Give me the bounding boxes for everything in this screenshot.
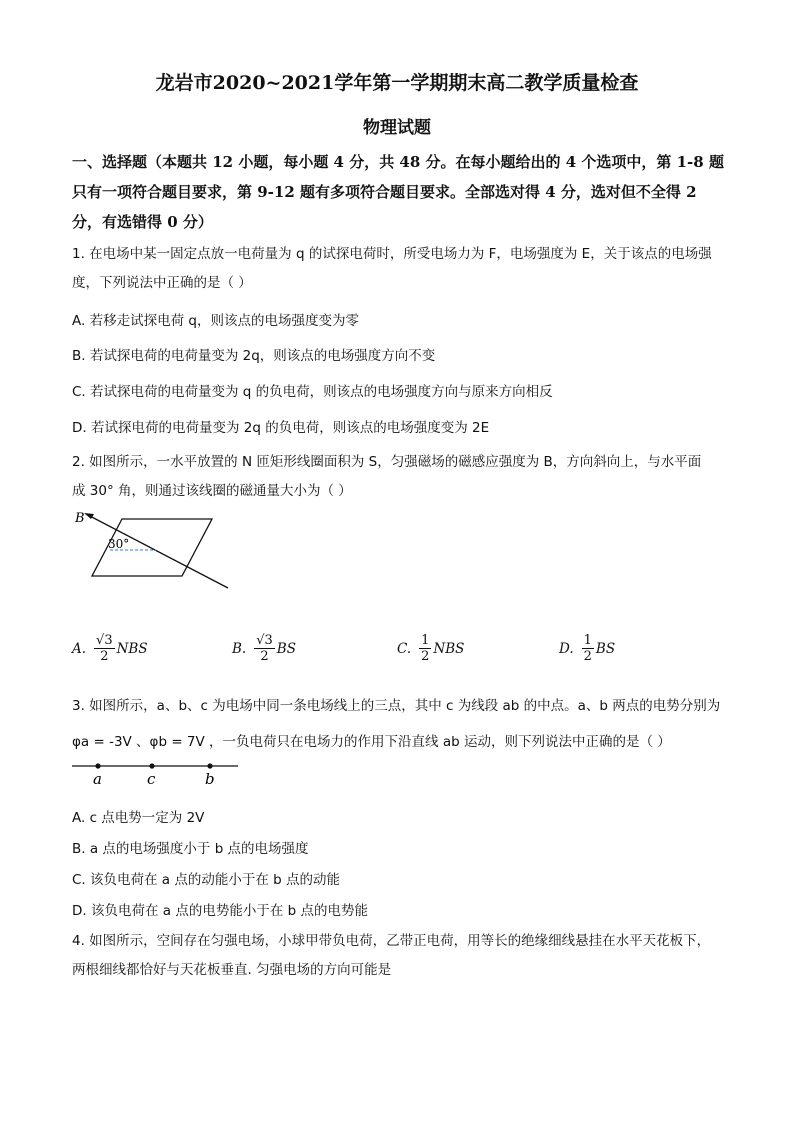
option-expression: NBS bbox=[116, 640, 148, 657]
fraction bbox=[419, 633, 431, 664]
field-line-figure bbox=[72, 756, 242, 788]
denominator: 2 bbox=[421, 649, 430, 664]
angle-label: 30° bbox=[108, 537, 130, 551]
fraction bbox=[94, 633, 115, 664]
question-3-option-d: D. 该负电荷在 a 点的电势能小于在 b 点的电势能 bbox=[72, 903, 368, 919]
fraction bbox=[582, 633, 594, 664]
point-a-dot bbox=[95, 763, 100, 768]
point-c-dot bbox=[149, 763, 154, 768]
field-line bbox=[86, 514, 228, 588]
question-3-line-2: φa = -3V 、φb = 7V ，一负电荷只在电场力的作用下沿直线 ab 运动，则下列说法中正确的是（ ） bbox=[72, 734, 671, 750]
option-expression: NBS bbox=[433, 640, 465, 657]
option-letter: A. bbox=[72, 640, 87, 657]
exam-subtitle: 物理试题 bbox=[363, 118, 431, 138]
question-2-option-a bbox=[72, 633, 148, 664]
section-line-3: 分，有选错得 0 分） bbox=[72, 213, 213, 231]
option-expression: BS bbox=[276, 640, 296, 657]
option-letter: C. bbox=[397, 640, 412, 657]
numerator: 1 bbox=[421, 633, 430, 648]
exam-title: 龙岩市2020~2021学年第一学期期末高二教学质量检查 bbox=[155, 72, 639, 94]
numerator: 1 bbox=[583, 633, 592, 648]
denominator: 2 bbox=[260, 649, 269, 664]
denominator: 2 bbox=[583, 649, 592, 664]
question-1-option-d: D. 若试探电荷的电荷量变为 2q 的负电荷，则该点的电场强度变为 2E bbox=[72, 420, 490, 436]
question-2-option-c bbox=[397, 633, 464, 664]
question-4-line-2: 两根细线都恰好与天花板垂直. 匀强电场的方向可能是 bbox=[72, 962, 392, 978]
question-3-option-b: B. a 点的电场强度小于 b 点的电场强度 bbox=[72, 841, 309, 857]
question-3-line-1: 3. 如图所示，a、b、c 为电场中同一条电场线上的三点，其中 c 为线段 ab 的中点。a、b 两点的电势分别为 bbox=[72, 698, 721, 714]
point-b-dot bbox=[207, 763, 212, 768]
question-3-stem bbox=[72, 688, 728, 760]
question-1-option-b: B. 若试探电荷的电荷量变为 2q，则该点的电场强度方向不变 bbox=[72, 348, 436, 364]
section-line-1: 一、选择题（本题共 12 小题，每小题 4 分，共 48 分。在每小题给出的 4 个选项中，第 1-8 题 bbox=[72, 153, 724, 171]
question-2-stem bbox=[72, 448, 728, 506]
point-c-label: c bbox=[147, 770, 156, 788]
numerator: √3 bbox=[256, 633, 273, 648]
question-2-line-1: 2. 如图所示，一水平放置的 N 匝矩形线圈面积为 S，匀强磁场的磁感应强度为 B，方向斜向上，与水平面 bbox=[72, 454, 702, 470]
option-letter: D. bbox=[559, 640, 574, 657]
numerator: √3 bbox=[96, 633, 113, 648]
question-2-option-b bbox=[232, 633, 296, 664]
question-1-line-1: 1. 在电场中某一固定点放一电荷量为 q 的试探电荷时，所受电场力为 F，电场强度为 E，关于该点的电场强 bbox=[72, 246, 712, 262]
coil-figure bbox=[70, 505, 240, 595]
question-4-stem bbox=[72, 927, 728, 985]
question-1-stem bbox=[72, 240, 728, 298]
point-b-label: b bbox=[205, 770, 215, 788]
section-instructions bbox=[72, 147, 728, 237]
question-4-line-1: 4. 如图所示，空间存在匀强电场，小球甲带负电荷，乙带正电荷，用等长的绝缘细线悬挂在水平天花板下， bbox=[72, 933, 711, 949]
question-2-line-2: 成 30° 角，则通过该线圈的磁通量大小为（ ） bbox=[72, 483, 352, 499]
question-1-option-a: A. 若移走试探电荷 q，则该点的电场强度变为零 bbox=[72, 313, 359, 329]
question-1-option-c: C. 若试探电荷的电荷量变为 q 的负电荷，则该点的电场强度方向与原来方向相反 bbox=[72, 384, 553, 400]
option-expression: BS bbox=[595, 640, 616, 657]
question-2-option-d bbox=[559, 633, 615, 664]
section-line-2: 只有一项符合题目要求，第 9-12 题有多项符合题目要求。全部选对得 4 分，选对但不全得 2 bbox=[72, 183, 697, 201]
question-3-option-a: A. c 点电势一定为 2V bbox=[72, 810, 205, 826]
option-letter: B. bbox=[232, 640, 247, 657]
fraction bbox=[254, 633, 275, 664]
denominator: 2 bbox=[100, 649, 109, 664]
question-3-option-c: C. 该负电荷在 a 点的动能小于在 b 点的动能 bbox=[72, 872, 341, 888]
field-label: B bbox=[75, 511, 85, 526]
question-1-line-2: 度，下列说法中正确的是（ ） bbox=[72, 275, 252, 291]
question-2-options bbox=[72, 633, 692, 673]
point-a-label: a bbox=[93, 770, 102, 788]
